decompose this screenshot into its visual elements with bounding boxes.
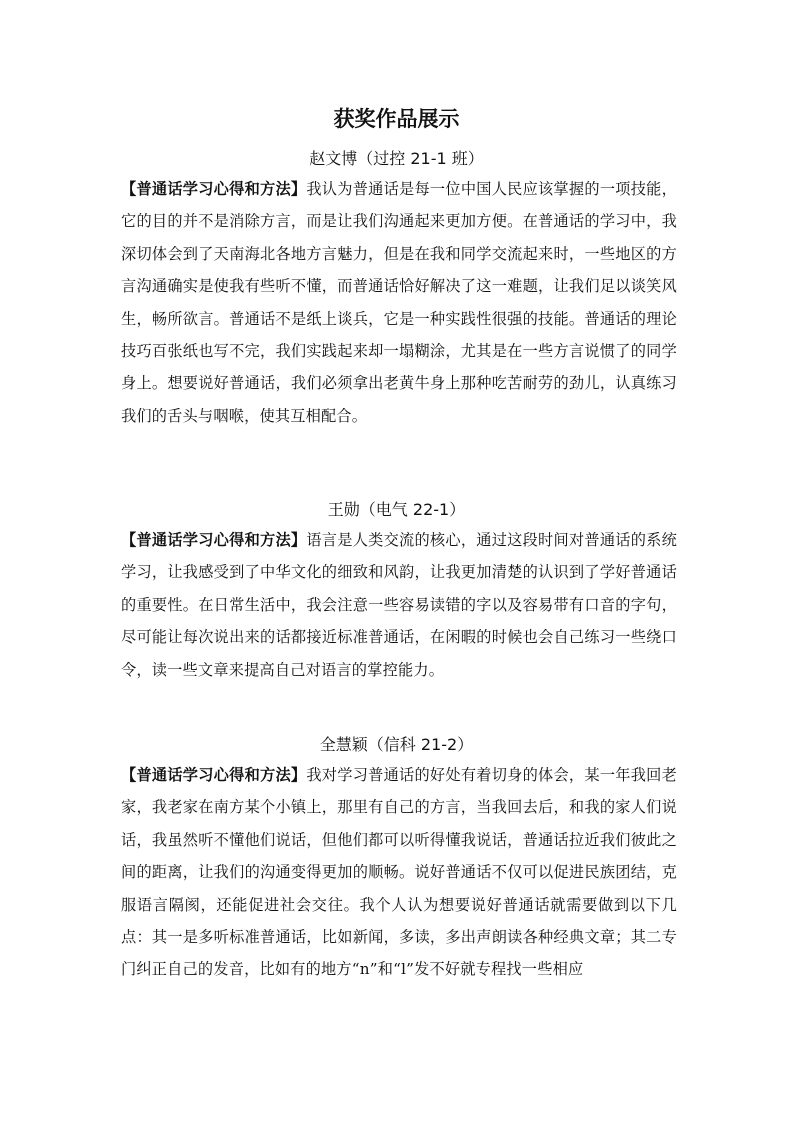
entry-label: 【普通话学习心得和方法】 xyxy=(121,531,307,549)
page-title: 获奖作品展示 xyxy=(333,107,460,131)
entry-text: 我认为普通话是每一位中国人民应该掌握的一项技能，它的目的并不是消除方言，而是让我们沟通起来更加方便。在普通话的学习中，我深切体会到了天南海北各地方言魅力，但是在我和同学交流起来时，一些地区的方言沟通确实是使我有些听不懂，而普通话恰好解决了这一难题，让我们足以谈笑风生，畅所欲言。普通话不是纸上谈兵，它是一种实践性很强的技能。普通话的理论技巧百张纸也写不完，我们实践起来却一塌糊涂，尤其是在一些方言说惯了的同学身上。想要说好普通话，我们必须拿出老黄牛身上那种吃苦耐劳的劲儿，认真练习我们的舌头与咽喉，使其互相配合。 xyxy=(121,180,677,425)
entry-label: 【普通话学习心得和方法】 xyxy=(121,766,307,784)
entry-author: 全慧颖（信科 21-2） xyxy=(319,735,474,754)
entry-paragraph xyxy=(121,173,677,432)
entry-author: 王勋（电气 22-1） xyxy=(327,500,466,519)
entry-author: 赵文博（过控 21-1 班） xyxy=(309,149,484,168)
entry-text: 语言是人类交流的核心，通过这段时间对普通话的系统学习，让我感受到了中华文化的细致和风韵，让我更加清楚的认识到了学好普通话的重要性。在日常生活中，我会注意一些容易读错的字以及容易带有口音的字句，尽可能让每次说出来的话都接近标准普通话，在闲暇的时候也会自己练习一些绕口令，读一些文章来提高自己对语言的掌控能力。 xyxy=(121,531,677,679)
entry-label: 【普通话学习心得和方法】 xyxy=(121,180,307,198)
entry-paragraph xyxy=(121,524,677,686)
entry-paragraph xyxy=(121,759,677,986)
entry-text: 我对学习普通话的好处有着切身的体会，某一年我回老家，我老家在南方某个小镇上，那里有自己的方言，当我回去后，和我的家人们说话，我虽然听不懂他们说话，但他们都可以听得懂我说话，普通话拉近我们彼此之间的距离，让我们的沟通变得更加的顺畅。说好普通话不仅可以促进民族团结，克服语言隔阂，还能促进社会交往。我个人认为想要说好普通话就需要做到以下几点：其一是多听标准普通话，比如新闻，多读，多出声朗读各种经典文章；其二专门纠正自己的发音，比如有的地方“n”和“l”发不好就专程找一些相应 xyxy=(121,766,677,979)
